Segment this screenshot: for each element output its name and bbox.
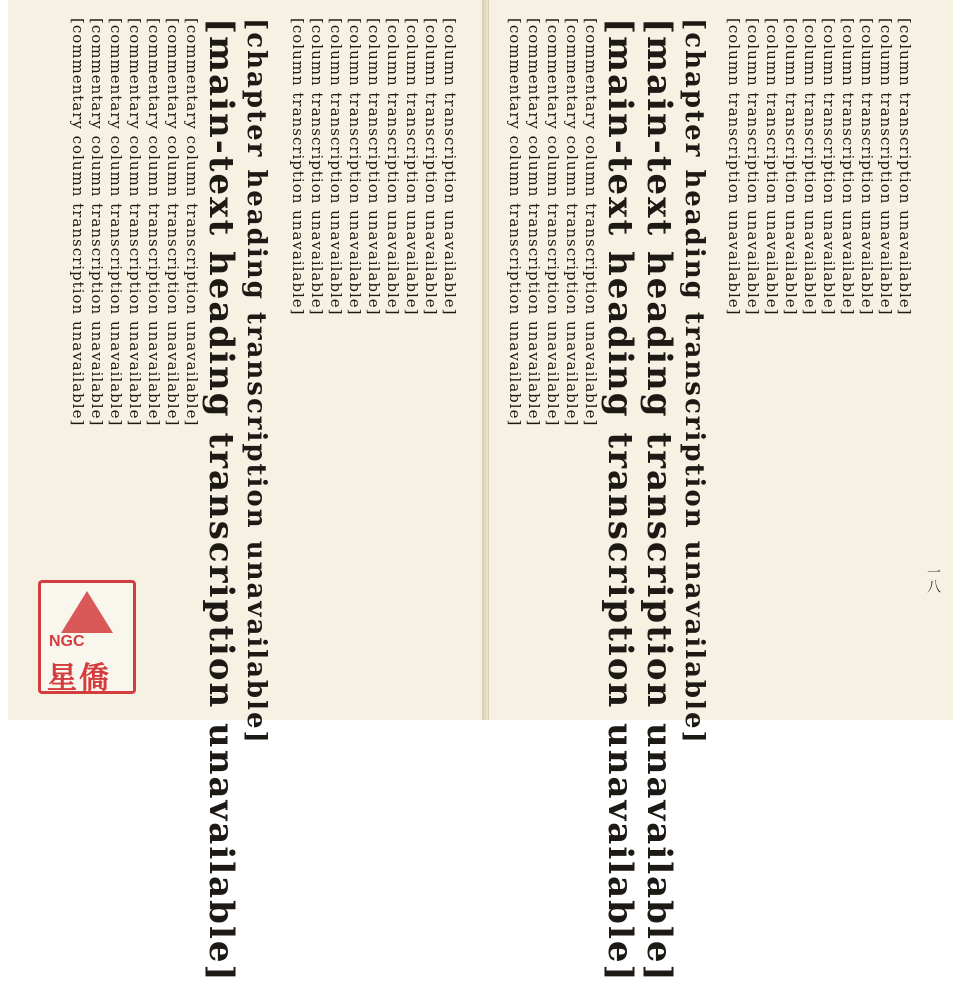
text-column: [column transcription unavailable]: [308, 18, 326, 316]
right-page: [488, 0, 953, 983]
text-column: [column transcription unavailable]: [365, 18, 383, 316]
chapter-heading: [chapter heading transcription unavailable]: [679, 18, 709, 745]
text-column: [commentary column transcription unavailable]: [126, 18, 144, 427]
seal-abbr: NGC: [49, 633, 85, 650]
seal-name: 星僑: [47, 661, 111, 696]
main-text-heading: [main-text heading transcription unavailable]: [639, 18, 679, 983]
book-spread: [8, 0, 952, 983]
text-column: [column transcription unavailable]: [896, 18, 914, 316]
text-column: [column transcription unavailable]: [744, 18, 762, 316]
text-column: [column transcription unavailable]: [384, 18, 402, 316]
text-column: [column transcription unavailable]: [327, 18, 345, 316]
text-column: [commentary column transcription unavailable]: [525, 18, 543, 427]
main-text-heading: [main-text heading transcription unavailable]: [201, 18, 241, 983]
page-number: 一八: [925, 565, 941, 593]
text-column: [commentary column transcription unavailable]: [164, 18, 182, 427]
text-column: [commentary column transcription unavailable]: [107, 18, 125, 427]
text-column: [commentary column transcription unavailable]: [506, 18, 524, 427]
text-column: [column transcription unavailable]: [346, 18, 364, 316]
right-page-columns: [506, 18, 914, 983]
text-column: [commentary column transcription unavailable]: [544, 18, 562, 427]
text-column: [commentary column transcription unavailable]: [183, 18, 201, 427]
main-text-heading: [main-text heading transcription unavailable]: [600, 18, 640, 983]
chapter-heading: [chapter heading transcription unavailable]: [241, 18, 271, 745]
text-column: [commentary column transcription unavailable]: [88, 18, 106, 427]
text-column: [column transcription unavailable]: [763, 18, 781, 316]
text-column: [column transcription unavailable]: [289, 18, 307, 316]
text-column: [column transcription unavailable]: [725, 18, 743, 316]
text-column: [column transcription unavailable]: [782, 18, 800, 316]
text-column: [commentary column transcription unavailable]: [582, 18, 600, 427]
text-column: [column transcription unavailable]: [422, 18, 440, 316]
text-column: [column transcription unavailable]: [820, 18, 838, 316]
text-column: [commentary column transcription unavailable]: [145, 18, 163, 427]
text-column: [commentary column transcription unavailable]: [563, 18, 581, 427]
text-column: [commentary column transcription unavailable]: [69, 18, 87, 427]
text-column: [column transcription unavailable]: [858, 18, 876, 316]
watermark-seal: [38, 580, 136, 694]
left-page: [8, 0, 485, 983]
text-column: [column transcription unavailable]: [801, 18, 819, 316]
text-column: [column transcription unavailable]: [403, 18, 421, 316]
text-column: [column transcription unavailable]: [839, 18, 857, 316]
seal-triangle-icon: [61, 591, 113, 633]
text-column: [273, 18, 287, 702]
text-column: [column transcription unavailable]: [877, 18, 895, 316]
text-column: [column transcription unavailable]: [441, 18, 459, 316]
text-column: [711, 18, 723, 702]
